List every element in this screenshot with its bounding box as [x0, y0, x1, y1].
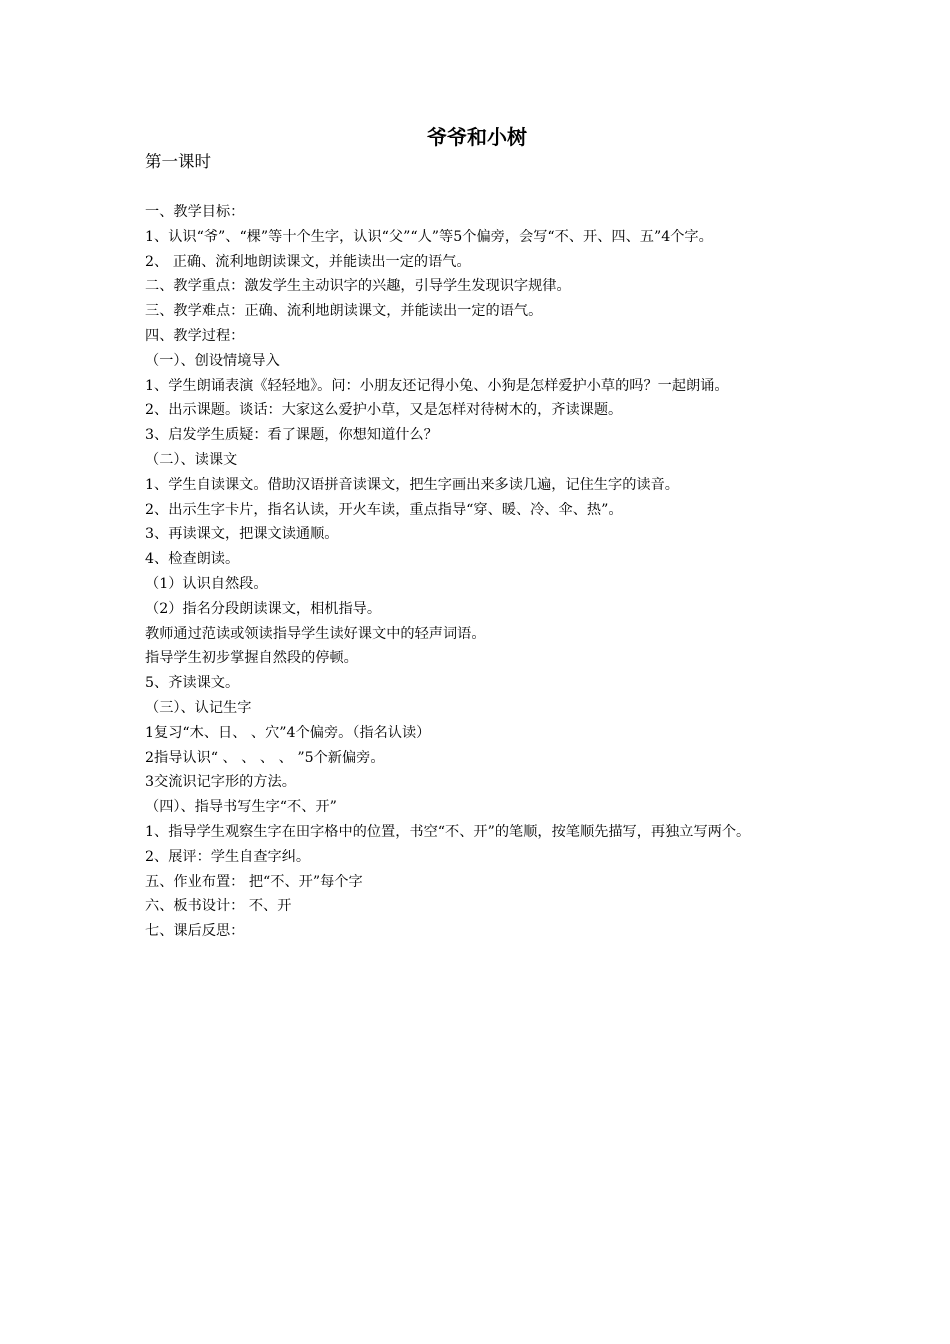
paragraph: 2、展评：学生自查字纠。 [145, 848, 311, 865]
paragraph: 3交流识记字形的方法。 [145, 774, 296, 791]
paragraph: 5、齐读课文。 [145, 675, 240, 692]
subsection-heading: （四）、指导书写生字“不、开” [145, 799, 337, 816]
subsection-heading: （一）、创设情境导入 [145, 352, 280, 369]
section-heading: 四、教学过程： [145, 327, 245, 344]
paragraph: 2、出示课题。谈话：大家这么爱护小草，又是怎样对待树木的，齐读课题。 [145, 402, 623, 419]
paragraph: 1、指导学生观察生字在田字格中的位置，书空“不、开”的笔顺，按笔顺先描写，再独立写两个。 [145, 823, 751, 840]
section-heading: 六、板书设计： 不、开 [145, 898, 292, 915]
paragraph: 1、学生朗诵表演《轻轻地》。问：小朋友还记得小兔、小狗是怎样爱护小草的吗？一起朗诵。 [145, 377, 729, 394]
paragraph: 2指导认识“ 、 、 、 、 ”5个新偏旁。 [145, 749, 385, 766]
lesson-period: 第一课时 [145, 152, 211, 171]
paragraph: 3、再读课文，把课文读通顺。 [145, 526, 339, 543]
paragraph: 1复习“木、日、 、穴”4个偏旁。（指名认读） [145, 724, 431, 741]
document-body [145, 200, 813, 944]
section-heading: 二、教学重点：激发学生主动识字的兴趣，引导学生发现识字规律。 [145, 278, 571, 295]
paragraph: 指导学生初步掌握自然段的停顿。 [145, 650, 358, 667]
paragraph: 1、学生自读课文。借助汉语拼音读课文，把生字画出来多读几遍，记住生字的读音。 [145, 476, 679, 493]
document-title: 爷爷和小树 [427, 125, 527, 149]
paragraph: 2、出示生字卡片，指名认读，开火车读，重点指导“穿、暖、冷、伞、热”。 [145, 501, 623, 518]
paragraph: 2、 正确、流利地朗读课文，并能读出一定的语气。 [145, 253, 471, 270]
subsection-heading: （三）、认记生字 [145, 699, 252, 716]
paragraph: 教师通过范读或领读指导学生读好课文中的轻声词语。 [145, 625, 486, 642]
paragraph: （1）认识自然段。 [145, 575, 268, 592]
section-heading: 三、教学难点：正确、流利地朗读课文，并能读出一定的语气。 [145, 303, 543, 320]
paragraph: 1、认识“爷”、“棵”等十个生字，认识“父”“人”等5个偏旁，会写“不、开、四、五”4个字。 [145, 228, 713, 245]
paragraph: （2）指名分段朗读课文，相机指导。 [145, 600, 382, 617]
section-heading: 五、作业布置： 把“不、开”每个字 [145, 873, 363, 890]
section-heading: 七、课后反思： [145, 923, 245, 940]
section-heading: 一、教学目标： [145, 204, 245, 220]
paragraph: 3、启发学生质疑：看了课题，你想知道什么？ [145, 427, 438, 444]
paragraph: 4、检查朗读。 [145, 551, 240, 568]
subsection-heading: （二）、读课文 [145, 451, 238, 468]
